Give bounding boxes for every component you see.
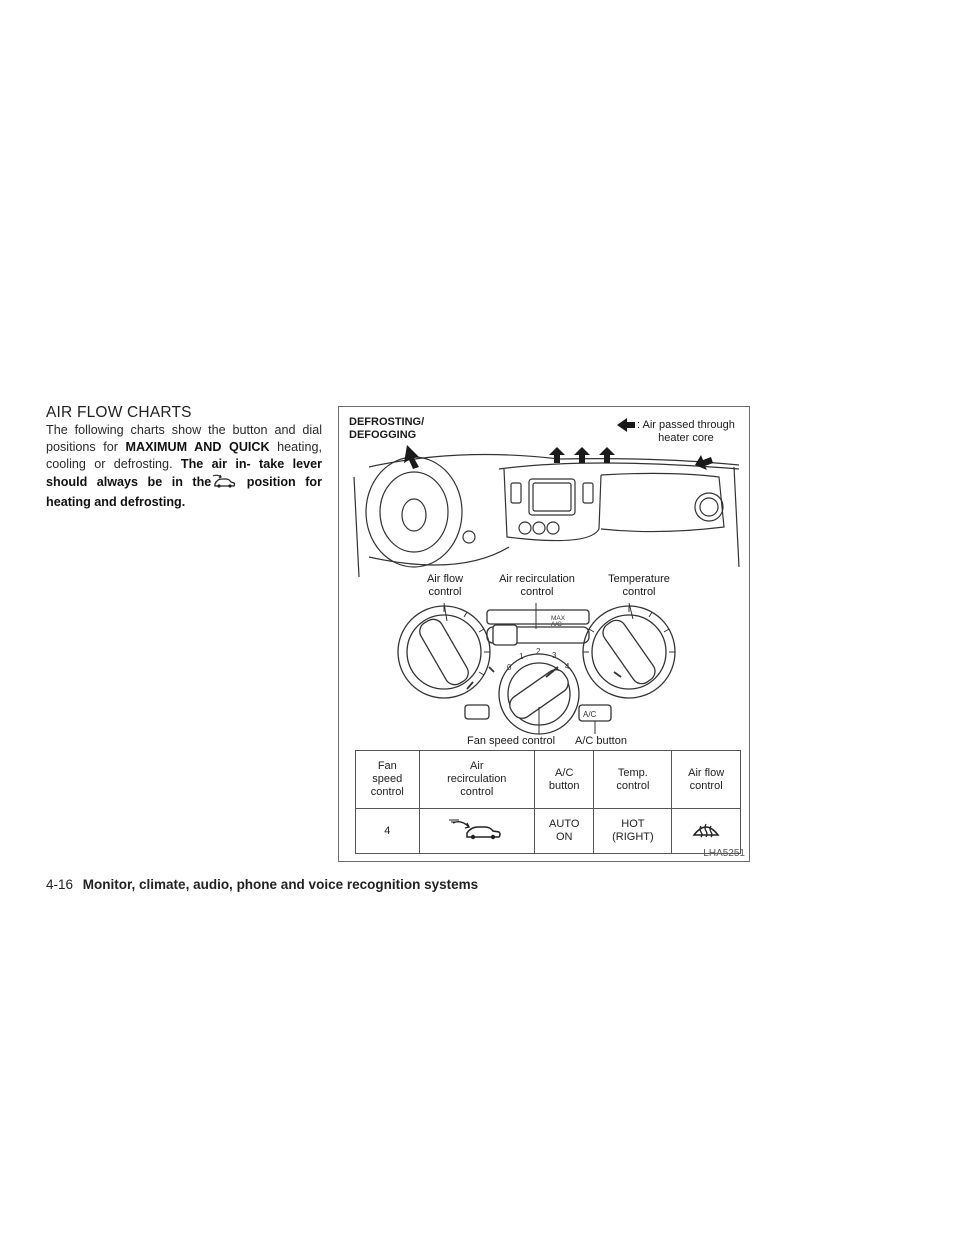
fan-mark-4: 4 [565,662,570,671]
air-flow-callout: Air flow control [426,573,464,598]
ac-mark: A/C [583,710,597,719]
air-flow-figure [338,406,750,862]
header-fan-speed: Fan speed control [356,751,420,809]
outside-air-intake-icon [211,473,237,494]
max-ac-mark-line1: MAX [551,615,566,622]
front-defroster-icon [690,832,722,844]
page-number: 4-16 [46,877,74,892]
page-footer [46,877,478,892]
fan-speed-callout: Fan speed control [467,735,556,747]
figure-code: LHA5251 [703,848,745,859]
table-header-row [356,751,741,809]
cell-air-flow [672,809,741,854]
header-ac-button: A/C button [534,751,594,809]
outside-air-intake-icon [445,832,509,844]
fan-mark-0: 0 [507,663,512,672]
header-air-flow: Air flow control [672,751,741,809]
heater-core-legend: : Air passed through heater core [637,419,735,444]
fan-mark-3: 3 [552,651,557,660]
cell-air-recirc [419,809,534,854]
table-row [356,809,741,854]
section-title: AIR FLOW CHARTS [46,404,192,421]
ac-button-callout: A/C button [575,735,627,747]
header-air-recirc: Air recirculation control [419,751,534,809]
cell-fan-speed: 4 [356,809,420,854]
air-flow-chart-table [355,750,741,854]
cell-ac-button: AUTO ON [534,809,594,854]
chapter-title: Monitor, climate, audio, phone and voice recognition systems [82,877,479,892]
fan-mark-1: 1 [519,652,524,661]
fan-mark-2: 2 [536,647,541,656]
temperature-callout: Temperature control [608,573,670,598]
intro-paragraph: The following charts show the button and dial positions for MAXIMUM AND QUICK heating, cooling or defrosting. The air in- take lever should always be in the position for heating and defrosting. [46,423,322,509]
header-temp: Temp. control [594,751,672,809]
max-ac-mark-line2: A/C [551,621,562,628]
air-recirc-callout: Air recirculation control [499,573,575,598]
mode-label: DEFROSTING/ DEFOGGING [349,416,425,441]
cell-temp: HOT (RIGHT) [594,809,672,854]
